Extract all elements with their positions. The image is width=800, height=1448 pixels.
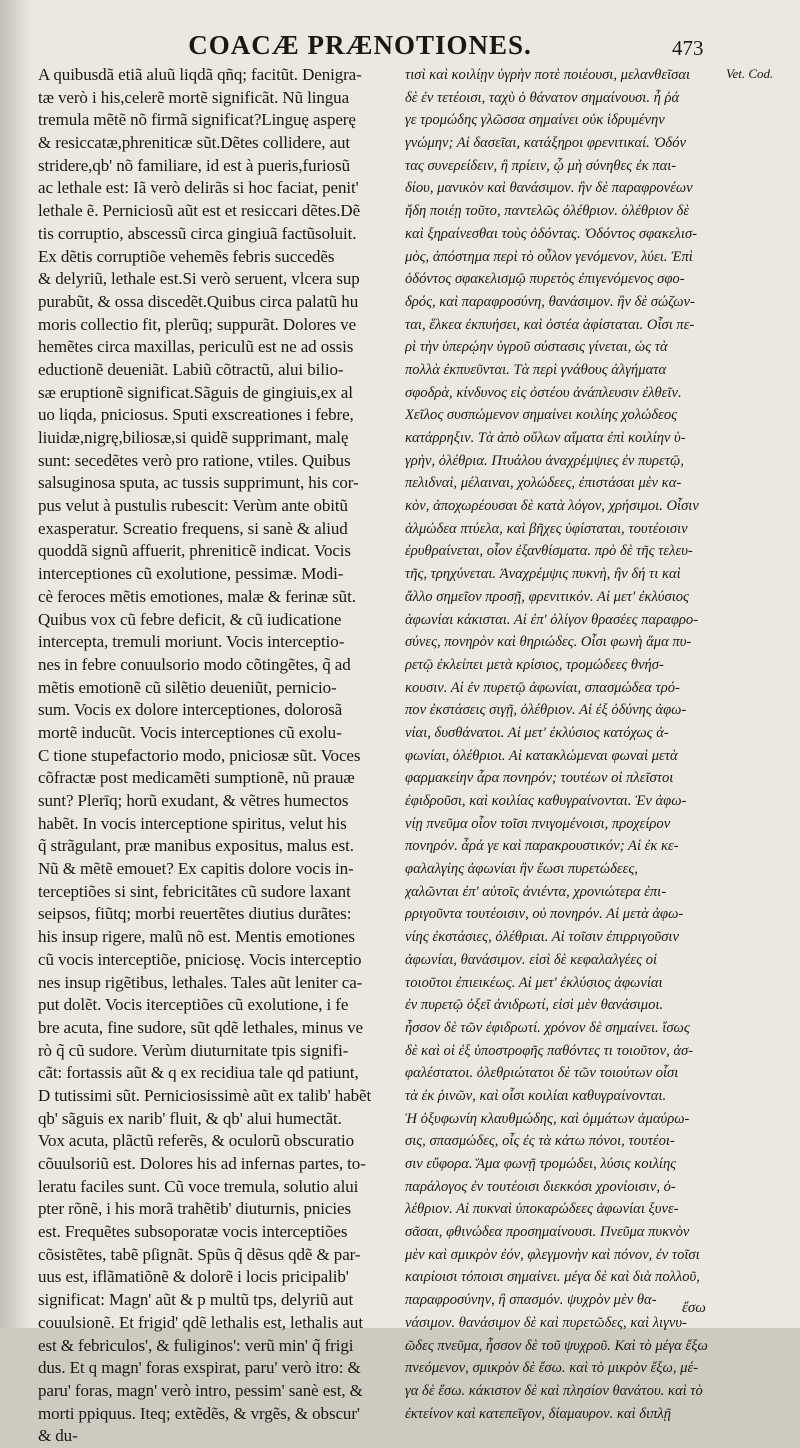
latin-text-line: seipsos, fiũtq; morbi reuertẽtes diutius durãtes:	[38, 904, 352, 924]
latin-text-line: Quibus vox cũ febre deficit, & cũ iudicatione	[38, 609, 342, 629]
greek-text-line: ῶδες πνεῦμα, ἧσσον δὲ τοῦ ψυχροῦ. Καὶ τὸ μέγα ἔξω	[405, 1337, 708, 1354]
latin-text-line: paru' foras, magn' verò intro, pessim' sanè est, &	[38, 1380, 363, 1400]
greek-text-line: σύνες, πονηρὸν καὶ θηριώδες. Οἷσι φωνὴ ἅμα πυ-	[405, 634, 692, 651]
latin-text-line: mẽtis emotionẽ cũ silẽtio deueniũt, pernicio-	[38, 677, 337, 697]
latin-text-line: liuidæ,nigrę,biliosæ,si quidẽ supprimant, malę	[38, 428, 349, 447]
latin-text-line: bre acuta, fine sudore, sũt qdẽ lethales, minus ve	[38, 1017, 363, 1037]
greek-text-line: ἐρυθραίνεται, οἷον ἐξανθίσματα. πρὸ δὲ τῆς τελευ-	[405, 543, 693, 560]
latin-text-line: lethale ẽ. Perniciosũ aũt est et resiccari dẽtes.Dẽ	[38, 201, 361, 221]
greek-text-line: φαλαλγίης ἀφωνίαι ἢν ἔωσι πυρετώδεες,	[405, 861, 638, 878]
greek-catchword: ἔσω	[682, 1300, 706, 1316]
greek-text-line: ται, ἕλκεα ἐκπυήσει, καὶ ὀστέα ἀφίσταται. Οἷσι πε-	[405, 316, 695, 333]
greek-text-line: γνώμην; Αἱ δασεῖαι, κατάξηροι φρενιτικαί. Ὀδόν	[405, 135, 686, 152]
greek-text-line: κὸν, ἀποχωρέουσαι δὲ κατὰ λόγον, χρήσιμοι. Οἷσιν	[405, 498, 699, 515]
greek-text-line: λέθριον. Αἱ πυκναὶ ὑποκαρώδεες ἀφωνίαι ξυνε-	[405, 1201, 679, 1218]
greek-text-line: δίου, μανικὸν καὶ θανάσιμον. ἢν δὲ παραφρονέων	[405, 180, 693, 197]
greek-text-line: ἀφωνίαι, θανάσιμον. εἰσὶ δὲ κεφαλαλγέες οἱ	[405, 951, 658, 968]
greek-text-line: ἧσσον δὲ τῶν ἐφιδρωτί. χρόνον δὲ σημαίνει. ἴσως	[405, 1019, 690, 1036]
greek-text-line: κουσιν. Αἱ ἐν πυρετῷ ἀφωνίαι, σπασμώδεα τρό-	[405, 679, 680, 696]
greek-text-line: σᾶσαι, φθινώδεα προσημαίνουσι. Πνεῦμα πυκνὸν	[405, 1224, 690, 1241]
greek-text-line: ρριγοῦντα τουτέοισιν, οὐ πονηρόν. Αἱ μετὰ ἀφω-	[405, 906, 684, 923]
greek-text-line: ρὶ τὴν ὑπερῴην ὑγροῦ σύστασις γίνεται, ὡς τὰ	[405, 339, 668, 356]
greek-text-line: ἤδη ποιέῃ τοῦτο, παντελῶς ὀλέθριον. ὀλέθριον δὲ	[405, 203, 690, 220]
latin-text-line: sæ eruptionẽ significat.Sãguis de gingiuis,ex al	[38, 382, 353, 402]
greek-text-line: τὰ ἐκ ῥινῶν, καὶ οἷσι κοιλίαι καθυγραίνονται.	[405, 1087, 667, 1104]
latin-text-line: & du-	[38, 1426, 78, 1446]
greek-text-line: φαρμακείην ἆρα πονηρόν; τουτέων οἱ πλεῖστοι	[405, 770, 674, 787]
greek-text-line: γε τρομώδης γλῶσσα σημαίνει οὐκ ἱδρυμένην	[405, 112, 665, 129]
greek-text-line: τας συνερείδειν, ἢ πρίειν, ᾧ μὴ σύνηθες ἐκ παι-	[405, 157, 677, 174]
latin-text-line: cõfractæ post medicamẽti sumptionẽ, nũ prauæ	[38, 768, 355, 788]
latin-text-line: nes in febre conuulsorio modo cõtingẽtes, q̃ ad	[38, 654, 351, 674]
latin-text-line: cè feroces mẽtis emotiones, malæ & ferinæ sũt.	[38, 586, 356, 606]
greek-text-line: πον ἐκστάσεις σιγῇ, ὀλέθριον. Αἱ ἐξ ὀδύνης ἀφω-	[405, 702, 687, 719]
greek-text-line: πολλὰ ἐκπυεῦνται. Τὰ περὶ γνάθους ἀλγήματα	[405, 361, 667, 378]
greek-text-line: νίῃ πνεῦμα οἷον τοῖσι πνιγομένοισι, προχείρον	[405, 815, 671, 832]
latin-text-line: & resiccatæ,phreniticæ sũt.Dẽtes collidere, aut	[38, 133, 351, 153]
latin-text-line: salsuginosa sputa, ac tussis supprimunt, his cor-	[38, 473, 359, 493]
latin-text-line: tæ verò i his,celerẽ mortẽ significãt. Nũ lingua	[38, 87, 350, 107]
greek-text-line: ἐκτείνον καὶ κατεπεῖγον, δίαμαυρον. καὶ διπλῇ	[405, 1405, 671, 1422]
greek-text-line: τισὶ καὶ κοιλίῃν ὑγρὴν ποτὲ ποιέουσι, μελανθεῖσαι	[405, 67, 691, 83]
greek-text-line: γρὴν, ὀλέθρια. Πτυάλου ἀναχρέμψιες ἐν πυρετῷ,	[405, 452, 684, 469]
latin-text-line: Nũ & mẽtẽ emouet? Ex capitis dolore vocis in-	[38, 859, 354, 879]
latin-text-line: ac lethale est: Iã verò delirãs si hoc faciat, penit'	[38, 178, 359, 198]
latin-text-line: est & febriculos', & fuliginos': verũ min' q̃ frigi	[38, 1335, 354, 1355]
greek-text-line: Χεῖλος συσπώμενον σημαίνει κοιλίης χολώδεος	[405, 407, 678, 424]
latin-text-line: pus velut à pustulis rubescit: Verùm ante obitũ	[38, 496, 348, 516]
greek-text-line: φαλέστατοι. ὀλεθριώτατοι δὲ τῶν τοιούτων οἷσι	[405, 1065, 679, 1082]
latin-text-line: purabũt, & ossa discedẽt.Quibus circa palatũ hu	[38, 291, 359, 311]
greek-text-line: παραφροσύνην, ἢ σπασμόν. ψυχρὸν μὲν θα-	[405, 1292, 657, 1309]
greek-text-line: φωνίαι, ὀλέθριοι. Αἱ κατακλώμεναι φωναὶ μετὰ	[405, 747, 678, 764]
latin-text-line: hemẽtes circa maxillas, periculũ est ne ad ossis	[38, 337, 354, 357]
greek-text-line: ρετῷ ἐκλείπει μετὰ κρίσιος, τρομώδεες θνήσ-	[405, 656, 664, 673]
greek-text-line: κατάρρηξιν. Τὰ ἀπὸ οὔλων αἵματα ἐπὶ κοιλίην ὑ-	[405, 430, 686, 446]
latin-text-line: eductionẽ deueniãt. Labiũ cõtractũ, alui bilio-	[38, 359, 344, 379]
greek-text-line: πονηρόν. ἆρά γε καὶ παρακρουστικόν; Αἱ ἐκ κε-	[405, 838, 679, 855]
greek-text-line: γα δὲ ἔσω. κάκιστον δὲ καὶ πλησίον θανάτου. καὶ τὸ	[405, 1382, 703, 1399]
greek-text-line: σφοδρὰ, κίνδυνος εἰς ὀστέου ἀνάπλευσιν ἐλθεῖν.	[405, 384, 682, 401]
greek-text-line: νάσιμον. θανάσιμον δὲ καὶ πυρετῶδες, καὶ λιγνυ-	[405, 1314, 687, 1331]
latin-text-line: C tione stupefactorio modo, pniciosæ sũt. Voces	[38, 745, 361, 765]
page-number: 473	[672, 36, 704, 60]
latin-text-line: est. Frequẽtes subsoporatæ vocis interceptiões	[38, 1222, 348, 1242]
greek-text-line: πελιδναὶ, μέλαιναι, χολώδεες, ἐπιστάσαι μὲν κα-	[405, 475, 682, 492]
greek-text-line: ἐν πυρετῷ ὀξεῖ ἀνιδρωτί, εἰσὶ μὲν θανάσιμοι.	[405, 997, 664, 1014]
running-head: COACÆ PRÆNOTIONES.	[188, 30, 532, 60]
latin-text-line: uo liqda, pniciosus. Sputi exscreationes i febre,	[38, 405, 354, 425]
latin-text-line: sunt: secedẽtes verò pro ratione, vtiles. Quibus	[38, 450, 351, 470]
latin-text-line: cõsistẽtes, tabẽ pſignãt. Spũs q̃ dẽsus qdẽ & par-	[38, 1244, 361, 1264]
latin-text-line: couulsionẽ. Et frigid' qdẽ lethalis est, lethalis aut	[38, 1312, 363, 1332]
latin-text-line: uus est, iflãmatiõnẽ & dolorẽ i locis pricipalib'	[38, 1267, 349, 1287]
greek-text-line: καιρίοισι τόποισι σημαίνει. μέγα δὲ καὶ διὰ πολλοῦ,	[405, 1269, 700, 1286]
greek-text-line: πνεόμενον, σμικρὸν δὲ ἔσω. καὶ τὸ μικρὸν ἔξω, μέ-	[405, 1360, 699, 1377]
latin-text-line: exasperatur. Screatio frequens, si sanè & aliud	[38, 518, 348, 538]
latin-text-line: D tutissimi sũt. Perniciosissimè aũt ex talib' habẽt	[38, 1085, 372, 1105]
latin-text-line: A quibusdã etiã aluũ liqdã qñq; facitũt. Denigra-	[38, 65, 362, 84]
greek-column	[405, 64, 723, 1425]
greek-text-line: ἁλμώδεα πτύελα, καὶ βῆχες ὑφίσταται, τουτέοισιν	[405, 520, 688, 537]
latin-text-line: significat: Magn' aũt & p multũ tps, delyriũ aut	[38, 1290, 354, 1310]
latin-text-line: nes insup rigẽtibus, lethales. Tales aũt leniter ca-	[38, 972, 363, 992]
latin-text-line: Ex dẽtis corruptiõe vehemẽs febris succedẽs	[38, 246, 335, 266]
latin-text-line: put dolẽt. Vocis iterceptiões cũ exolutione, i fe	[38, 995, 349, 1015]
latin-text-line: tis corruptio, abscessũ circa gingiuã factũsoluit.	[38, 223, 357, 243]
greek-text-line: σις, σπασμώδες, οἷς ἐς τὰ κάτω πόνοι, τουτέοι-	[405, 1133, 675, 1150]
greek-text-line: τοιοῦτοι ἐπιεικέως. Αἱ μετ' ἐκλύσιος ἀφωνίαι	[405, 974, 663, 991]
greek-text-line: δρός, καὶ παραφροσύνη, θανάσιμον. ἢν δὲ σώζων-	[405, 293, 695, 310]
latin-text-line: cõuulsoriũ est. Dolores his ad infernas partes, to-	[38, 1154, 366, 1173]
greek-text-line: ἄλλο σημεῖον προσῇ, φρενιτικόν. Αἱ μετ' ἐκλύσιος	[405, 588, 689, 605]
latin-text-line: & delyriũ, lethale est.Si verò seruent, vlcera sup	[38, 269, 360, 289]
latin-text-line: dus. Et q magn' foras exspirat, paru' verò itro: &	[38, 1358, 361, 1378]
greek-text-line: τῆς, τρηχύνεται. Ἀναχρέμψις πυκνὴ, ἢν δή τι καὶ	[405, 566, 681, 583]
greek-text-line: νίαι, δυσθάνατοι. Αἱ μετ' ἐκλύσιος κατόχως ἀ-	[405, 724, 669, 741]
greek-text-line: χαλῶνται ἐπ' αὐτοῖς ἀνιέντα, χρονιώτερα ἐπι-	[405, 883, 667, 900]
latin-text-line: Vox acuta, plãctũ referẽs, & oculorũ obscuratio	[38, 1131, 354, 1151]
latin-text-line: moris collectio fit, plerũq; suppurãt. Dolores ve	[38, 314, 357, 334]
latin-text-line: cãt: fortassis aũt & q ex recidiua tale qd patiunt,	[38, 1063, 359, 1083]
greek-text-line: δὲ καὶ οἱ ἐξ ὑποστροφῆς παθόντες τι τοιοῦτον, ἀσ-	[405, 1042, 694, 1059]
page-fold-shadow	[0, 0, 30, 1328]
latin-text-line: tremula mẽtẽ nõ firmã significat?Linguę asperę	[38, 110, 356, 130]
latin-text-line: terceptiões si sint, febricitãtes cũ sudore laxant	[38, 881, 351, 901]
latin-text-line: q̃ strãgulant, præ manibus expositus, malus est.	[38, 836, 354, 856]
latin-text-line: leratu faciles sunt. Cũ voce tremula, solutio alui	[38, 1176, 359, 1196]
latin-text-line: interceptiones cũ exolutione, pessimæ. Modi-	[38, 564, 344, 584]
latin-text-line: mortẽ inducũt. Vocis interceptiones cũ exolu-	[38, 722, 342, 742]
greek-text-line: ἀφωνίαι κάκισται. Αἱ ἐπ' ὀλίγον θρασέες παραφρο-	[405, 611, 699, 628]
greek-text-line: παράλογος ἐν τουτέοισι διεκκόσι χρονίοισιν, ὀ-	[405, 1178, 676, 1195]
greek-text-line: Ἡ ὀξυφωνίη κλαυθμώδης, καὶ ὀμμάτων ἀμαύρω-	[405, 1110, 690, 1127]
latin-text-line: cũ vocis interceptiõe, pniciosę. Vocis interceptio	[38, 949, 362, 969]
latin-text-line: intercepta, tremuli moriunt. Vocis interceptio-	[38, 632, 345, 652]
greek-text-line: σιν εὔφορα. Ἅμα φωνῇ τρομώδει, λύσις κοιλίης	[405, 1156, 677, 1172]
latin-text-line: his insup rigere, malũ nõ est. Mentis emotiones	[38, 927, 355, 947]
latin-text-line: rò q̃ cũ sudore. Verùm diuturnitate tpis signifi-	[38, 1040, 349, 1060]
margin-note: Vet. Cod.	[726, 66, 774, 81]
greek-text-line: δὲ ἐν τετέοισι, ταχὺ ὁ θάνατον σημαίνουσι. ἦ ῥά	[405, 89, 680, 106]
latin-column	[38, 64, 393, 1448]
latin-text-line: pter rõnẽ, i his morã trahẽtib' diuturnis, pnicies	[38, 1199, 351, 1219]
latin-text-line: quoddã signũ affuerit, phreniticẽ indicat. Vocis	[38, 541, 351, 561]
greek-text-line: ἐφιδροῦσι, καὶ κοιλίας καθυγραίνονται. Ἐν ἀφω-	[405, 793, 687, 809]
latin-text-line: sum. Vocis ex dolore interceptiones, dolorosã	[38, 700, 343, 720]
latin-text-line: habẽt. In vocis interceptione spiritus, velut his	[38, 813, 347, 833]
latin-text-line: stridere,qb' nõ familiare, id est à pueris,furiosũ	[38, 155, 350, 175]
greek-text-line: μὲν καὶ σμικρὸν ἐόν, φλεγμονὴν καὶ πόνον, ἐν τοῖσι	[405, 1246, 700, 1263]
greek-text-line: ὀδόντος σφακελισμῷ πυρετὸς ἐπιγενόμενος σφο-	[405, 271, 685, 288]
latin-text-line: morti ppiquus. Iteq; extẽdẽs, & vrgẽs, & obscur'	[38, 1403, 360, 1423]
greek-text-line: νίης ἐκστάσιες, ὀλέθριαι. Αἱ τοῖσιν ἐπιρριγοῦσιν	[405, 929, 679, 946]
greek-text-line: καὶ ξηραίνεσθαι τοὺς ὀδόντας. Ὀδόντος σφακελισ-	[405, 225, 698, 242]
latin-text-line: qb' sãguis ex narib' fluit, & qb' alui humectãt.	[38, 1108, 342, 1128]
greek-text-line: μὸς, ἀπόστημα περὶ τὸ οὖλον γενόμενον, λύει. Ἐπὶ	[405, 248, 693, 265]
latin-text-line: sunt? Plerīq; horũ exudant, & vẽtres humectos	[38, 791, 349, 810]
